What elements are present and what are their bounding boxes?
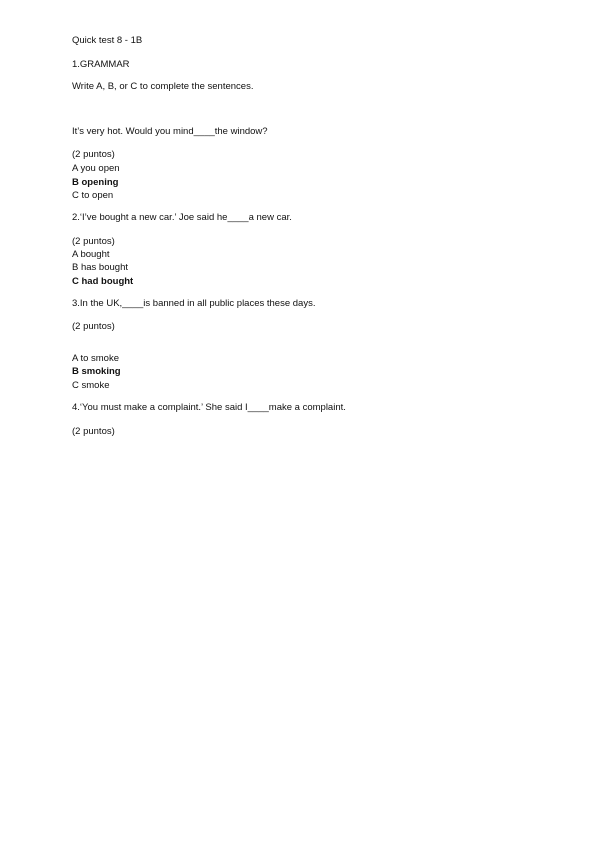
question-1-prompt: It’s very hot. Would you mind____the window? <box>72 126 268 137</box>
question-3-prompt: 3.In the UK,____is banned in all public places these days. <box>72 298 316 309</box>
question-1-option-a: A you open <box>72 163 120 174</box>
question-3-option-c: C smoke <box>72 380 110 391</box>
document-title: Quick test 8 - 1B <box>72 35 143 46</box>
question-4-points: (2 puntos) <box>72 426 115 437</box>
question-1-option-c: C to open <box>72 190 114 201</box>
instruction-text: Write A, B, or C to complete the sentences. <box>72 81 254 92</box>
question-4-prompt: 4.‘You must make a complaint.’ She said I____make a complaint. <box>72 402 346 413</box>
section-heading: 1.GRAMMAR <box>72 59 130 70</box>
question-3-option-a: A to smoke <box>72 353 119 364</box>
question-2-option-c: C had bought <box>72 276 134 287</box>
question-3-option-b: B smoking <box>72 366 121 377</box>
question-2-option-a: A bought <box>72 249 110 260</box>
question-2-option-b: B has bought <box>72 262 128 273</box>
question-1-points: (2 puntos) <box>72 149 115 160</box>
question-3-points: (2 puntos) <box>72 321 115 332</box>
question-2-prompt: 2.‘I’ve bought a new car.’ Joe said he____a new car. <box>72 212 292 223</box>
question-2-points: (2 puntos) <box>72 236 115 247</box>
question-1-option-b: B opening <box>72 177 119 188</box>
